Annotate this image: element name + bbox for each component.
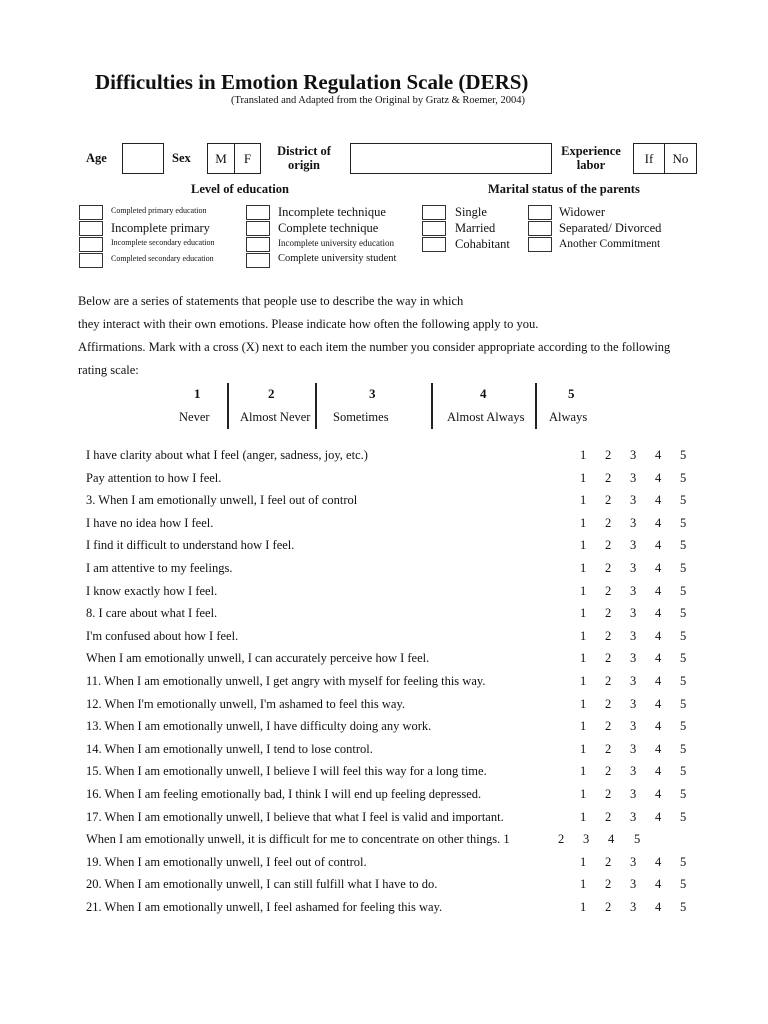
rating-option[interactable]: 2 — [605, 741, 612, 756]
rating-option[interactable]: 2 — [605, 515, 612, 530]
rating-option[interactable]: 5 — [680, 448, 687, 462]
rating-option[interactable]: 1 — [580, 764, 587, 779]
age-field[interactable] — [122, 143, 164, 174]
rating-option[interactable]: 4 — [655, 606, 662, 621]
rating-option[interactable]: 2 — [605, 854, 612, 869]
item-statement: I have clarity about what I feel (anger, sadness, joy, etc.) — [86, 448, 368, 462]
marital-checkbox[interactable] — [422, 237, 446, 252]
rating-option[interactable]: 4 — [655, 673, 662, 688]
item-statement: 13. When I am emotionally unwell, I have difficulty doing any work. — [86, 719, 432, 734]
marital-checkbox[interactable] — [528, 221, 552, 236]
experience-label: Experience labor — [561, 144, 621, 172]
rating-option[interactable]: 4 — [655, 583, 662, 598]
rating-option[interactable]: 1 — [580, 854, 587, 869]
rating-option[interactable]: 1 — [580, 673, 587, 688]
rating-option[interactable]: 1 — [580, 899, 587, 914]
scale-label: Sometimes — [333, 410, 389, 424]
rating-option[interactable]: 1 — [580, 493, 587, 508]
rating-option[interactable]: 5 — [680, 560, 687, 575]
rating-option[interactable]: 2 — [558, 832, 565, 847]
form-subtitle: (Translated and Adapted from the Original by Gratz & Roemer, 2004) — [231, 95, 525, 106]
rating-option[interactable]: 1 — [580, 583, 587, 598]
education-checkbox[interactable] — [79, 221, 103, 236]
item-statement: 16. When I am feeling emotionally bad, I think I will end up feeling depressed. — [86, 786, 482, 801]
rating-option[interactable]: 3 — [630, 538, 637, 553]
rating-option[interactable]: 5 — [680, 515, 687, 530]
education-option-label: Completed primary education — [111, 206, 207, 215]
education-checkbox[interactable] — [79, 237, 103, 252]
scale-number: 3 — [369, 386, 376, 401]
rating-option[interactable]: 1 — [580, 470, 587, 485]
item-statement: 21. When I am emotionally unwell, I feel ashamed for feeling this way. — [86, 899, 443, 914]
rating-option[interactable]: 3 — [630, 696, 637, 711]
rating-option[interactable]: 3 — [630, 719, 637, 734]
rating-option[interactable]: 3 — [630, 786, 637, 801]
rating-option[interactable]: 5 — [680, 899, 687, 914]
education-checkbox[interactable] — [79, 253, 103, 268]
education-option-label: Completed secondary education — [111, 254, 214, 263]
rating-option[interactable]: 1 — [580, 696, 587, 711]
item-statement: 3. When I am emotionally unwell, I feel out of control — [86, 493, 358, 508]
marital-checkbox[interactable] — [528, 205, 552, 220]
rating-option[interactable]: 2 — [605, 651, 612, 666]
item-row — [86, 717, 706, 740]
marital-checkbox[interactable] — [422, 205, 446, 220]
marital-option-label: Single — [455, 205, 487, 219]
rating-option[interactable]: 5 — [680, 786, 687, 801]
rating-option[interactable]: 4 — [655, 515, 662, 530]
rating-option[interactable]: 2 — [605, 696, 612, 711]
item-row — [86, 695, 706, 718]
education-checkbox[interactable] — [246, 221, 270, 236]
rating-option[interactable]: 4 — [655, 538, 662, 553]
rating-option[interactable]: 3 — [630, 899, 637, 914]
item-row — [86, 762, 706, 785]
marital-heading: Marital status of the parents — [488, 182, 640, 196]
rating-option[interactable]: 5 — [680, 719, 687, 734]
rating-option[interactable]: 4 — [655, 470, 662, 485]
rating-option[interactable]: 3 — [630, 877, 637, 892]
rating-option[interactable]: 4 — [655, 448, 662, 462]
rating-option[interactable]: 3 — [630, 515, 637, 530]
marital-option-label: Another Commitment — [559, 238, 661, 250]
item-statement: 14. When I am emotionally unwell, I tend to lose control. — [86, 741, 373, 756]
scale-number: 5 — [568, 386, 575, 401]
rating-option[interactable]: 3 — [630, 854, 637, 869]
rating-option[interactable]: 2 — [605, 606, 612, 621]
rating-option[interactable]: 4 — [655, 854, 662, 869]
items-list — [86, 446, 706, 920]
rating-option[interactable]: 1 — [580, 809, 587, 824]
education-option-label: Complete technique — [278, 221, 379, 235]
education-option-label: Incomplete university education — [278, 238, 394, 248]
item-statement: When I am emotionally unwell, I can accurately perceive how I feel. — [86, 651, 430, 666]
item-statement: 12. When I'm emotionally unwell, I'm ashamed to feel this way. — [86, 696, 406, 711]
rating-option[interactable]: 3 — [630, 809, 637, 824]
rating-option[interactable]: 3 — [630, 606, 637, 621]
instructions-line: Below are a series of statements that people use to describe the way in which — [78, 294, 464, 308]
item-row — [86, 672, 706, 695]
item-row — [86, 446, 706, 469]
item-row — [86, 853, 706, 876]
sex-label: Sex — [172, 151, 191, 165]
rating-option[interactable]: 5 — [680, 854, 687, 869]
age-label: Age — [86, 151, 107, 165]
rating-option[interactable]: 1 — [580, 628, 587, 643]
item-statement: 20. When I am emotionally unwell, I can still fulfill what I have to do. — [86, 877, 438, 892]
rating-option[interactable]: 3 — [630, 764, 637, 779]
rating-option[interactable]: 5 — [634, 832, 641, 847]
rating-option[interactable]: 4 — [655, 877, 662, 892]
rating-option[interactable]: 3 — [583, 832, 590, 847]
rating-option[interactable]: 4 — [655, 719, 662, 734]
education-option-label: Complete university student — [278, 253, 397, 264]
education-checkbox[interactable] — [79, 205, 103, 220]
rating-option[interactable]: 4 — [655, 809, 662, 824]
rating-option[interactable]: 1 — [580, 786, 587, 801]
scale-number: 1 — [194, 386, 201, 401]
rating-option[interactable]: 1 — [580, 448, 587, 462]
rating-option[interactable]: 3 — [630, 651, 637, 666]
item-statement: I find it difficult to understand how I feel. — [86, 538, 295, 553]
marital-option-label: Cohabitant — [455, 237, 510, 251]
rating-option[interactable]: 4 — [655, 786, 662, 801]
marital-checkbox[interactable] — [422, 221, 446, 236]
item-row — [86, 469, 706, 492]
rating-option[interactable]: 4 — [655, 560, 662, 575]
item-row — [86, 491, 706, 514]
item-statement: 17. When I am emotionally unwell, I believe that what I feel is valid and important. — [86, 809, 504, 824]
rating-option[interactable]: 3 — [630, 673, 637, 688]
district-label: District of origin — [277, 144, 331, 172]
rating-option[interactable]: 2 — [605, 493, 612, 508]
rating-option[interactable]: 3 — [630, 741, 637, 756]
item-row — [86, 785, 706, 808]
education-heading: Level of education — [191, 182, 289, 196]
rating-option[interactable]: 2 — [605, 764, 612, 779]
item-statement: I know exactly how I feel. — [86, 583, 218, 598]
experience-yes-option[interactable]: If — [633, 143, 665, 174]
rating-option[interactable]: 5 — [680, 877, 687, 892]
rating-option[interactable]: 5 — [680, 493, 687, 508]
rating-option[interactable]: 2 — [605, 560, 612, 575]
education-checkbox[interactable] — [246, 205, 270, 220]
item-row — [86, 604, 706, 627]
scale-divider — [315, 383, 317, 429]
rating-option[interactable]: 3 — [630, 583, 637, 598]
scale-number: 4 — [480, 386, 487, 401]
item-statement: I'm confused about how I feel. — [86, 628, 239, 643]
sex-f-option[interactable]: F — [234, 143, 261, 174]
item-statement: 8. I care about what I feel. — [86, 606, 218, 621]
rating-option[interactable]: 5 — [680, 651, 687, 666]
item-row — [86, 898, 706, 921]
rating-option[interactable]: 2 — [605, 448, 612, 462]
rating-option[interactable]: 1 — [580, 719, 587, 734]
rating-option[interactable]: 2 — [605, 628, 612, 643]
rating-option[interactable]: 1 — [580, 877, 587, 892]
rating-option[interactable]: 2 — [605, 809, 612, 824]
education-option-label: Incomplete primary — [111, 221, 210, 235]
item-row — [86, 808, 706, 831]
item-row — [86, 536, 706, 559]
rating-option[interactable]: 4 — [608, 832, 615, 847]
rating-option[interactable]: 2 — [605, 470, 612, 485]
rating-option[interactable]: 1 — [580, 538, 587, 553]
rating-option[interactable]: 2 — [605, 538, 612, 553]
scale-divider — [535, 383, 537, 429]
rating-option[interactable]: 5 — [680, 696, 687, 711]
scale-label: Never — [179, 410, 210, 424]
rating-option[interactable]: 5 — [680, 470, 687, 485]
form-title: Difficulties in Emotion Regulation Scale (DERS) — [95, 70, 529, 94]
experience-no-option[interactable]: No — [664, 143, 697, 174]
rating-option[interactable]: 3 — [630, 628, 637, 643]
rating-option[interactable]: 5 — [680, 628, 687, 643]
rating-option[interactable]: 2 — [605, 877, 612, 892]
rating-option[interactable]: 4 — [655, 493, 662, 508]
rating-option[interactable]: 5 — [680, 741, 687, 756]
rating-option[interactable]: 4 — [655, 741, 662, 756]
rating-option[interactable]: 4 — [655, 696, 662, 711]
district-field[interactable] — [350, 143, 552, 174]
instructions — [78, 290, 718, 382]
rating-option[interactable]: 2 — [605, 583, 612, 598]
instructions-line: Affirmations. Mark with a cross (X) next to each item the number you consider appropriate according to the following — [78, 340, 671, 354]
rating-option[interactable]: 5 — [680, 606, 687, 621]
rating-option[interactable]: 1 — [580, 741, 587, 756]
scale-divider — [227, 383, 229, 429]
marital-checkbox[interactable] — [528, 237, 552, 252]
marital-option-label: Married — [455, 221, 496, 235]
rating-option[interactable]: 5 — [680, 809, 687, 824]
item-statement: 11. When I am emotionally unwell, I get angry with myself for feeling this way. — [86, 673, 486, 688]
education-option-label: Incomplete secondary education — [111, 238, 215, 247]
rating-option[interactable]: 4 — [655, 899, 662, 914]
scale-label: Almost Never — [240, 410, 311, 424]
item-statement: I am attentive to my feelings. — [86, 560, 233, 575]
education-checkbox[interactable] — [246, 237, 270, 252]
rating-option[interactable]: 1 — [580, 606, 587, 621]
rating-option[interactable]: 2 — [605, 899, 612, 914]
rating-option[interactable]: 2 — [605, 719, 612, 734]
marital-option-label: Separated/ Divorced — [559, 221, 662, 235]
rating-option[interactable]: 3 — [630, 448, 637, 462]
scale-label: Always — [549, 410, 588, 424]
rating-option[interactable]: 1 — [580, 560, 587, 575]
item-statement: 19. When I am emotionally unwell, I feel out of control. — [86, 854, 367, 869]
education-checkbox[interactable] — [246, 253, 270, 268]
rating-option[interactable]: 3 — [630, 493, 637, 508]
instructions-line: rating scale: — [78, 363, 139, 377]
rating-option[interactable]: 5 — [680, 538, 687, 553]
education-option-label: Incomplete technique — [278, 205, 386, 219]
sex-m-option[interactable]: M — [207, 143, 235, 174]
scale-label: Almost Always — [447, 410, 525, 424]
rating-option[interactable]: 5 — [680, 673, 687, 688]
marital-option-label: Widower — [559, 205, 606, 219]
item-row — [86, 582, 706, 605]
rating-option[interactable]: 4 — [655, 651, 662, 666]
scale-divider — [431, 383, 433, 429]
item-row — [86, 830, 706, 853]
rating-option[interactable]: 1 — [580, 515, 587, 530]
item-row — [86, 514, 706, 537]
item-statement: 15. When I am emotionally unwell, I believe I will feel this way for a long time. — [86, 764, 487, 779]
rating-option[interactable]: 3 — [630, 560, 637, 575]
item-row — [86, 875, 706, 898]
item-row — [86, 740, 706, 763]
item-row — [86, 627, 706, 650]
rating-option[interactable]: 2 — [605, 786, 612, 801]
instructions-line: they interact with their own emotions. Please indicate how often the following apply to you. — [78, 317, 539, 331]
item-statement: Pay attention to how I feel. — [86, 470, 222, 485]
rating-option[interactable]: 3 — [630, 470, 637, 485]
item-row — [86, 649, 706, 672]
rating-option[interactable]: 4 — [655, 764, 662, 779]
item-statement: I have no idea how I feel. — [86, 515, 214, 530]
item-row — [86, 559, 706, 582]
rating-option[interactable]: 5 — [680, 764, 687, 779]
rating-option[interactable]: 1 — [580, 651, 587, 666]
rating-option[interactable]: 2 — [605, 673, 612, 688]
rating-option[interactable]: 5 — [680, 583, 687, 598]
item-statement: When I am emotionally unwell, it is difficult for me to concentrate on other things. 1 — [86, 832, 510, 847]
scale-number: 2 — [268, 386, 275, 401]
rating-option[interactable]: 4 — [655, 628, 662, 643]
